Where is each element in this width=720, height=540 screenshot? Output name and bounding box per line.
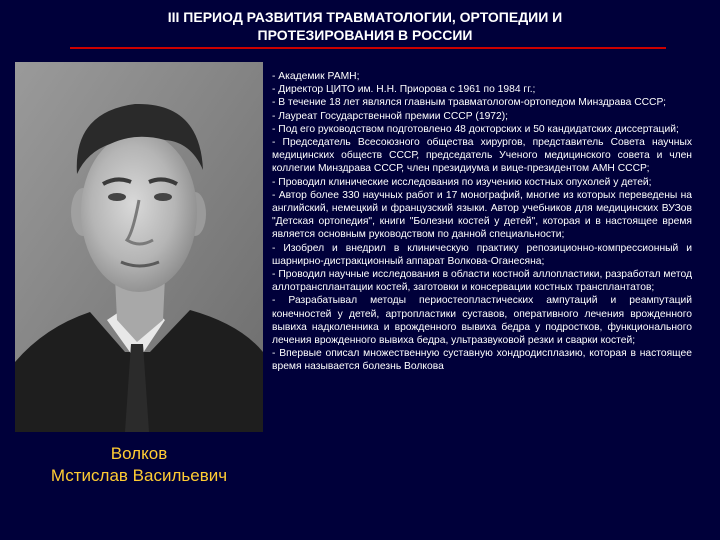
portrait-surname: Волков bbox=[110, 444, 168, 463]
slide-title bbox=[60, 8, 670, 44]
portrait-full-name: Мстислав Васильевич bbox=[50, 466, 228, 485]
bio-item: - Директор ЦИТО им. Н.Н. Приорова с 1961 по 1984 гг.; bbox=[272, 84, 536, 96]
bio-item: - Лауреат Государственной премии СССР (1972); bbox=[272, 110, 509, 122]
slide-title-line-1: III ПЕРИОД РАЗВИТИЯ ТРАВМАТОЛОГИИ, ОРТОПЕДИИ И bbox=[167, 9, 563, 25]
bio-item: - Изобрел и внедрил в клиническую практику репозиционно-компрессионный и шарнирно-дистракционный аппарат Волкова-Оганесяна; bbox=[272, 242, 692, 267]
bio-item: - Впервые описал множественную суставную хондродисплазию, которая в настоящее время называется болезнь Волкова bbox=[272, 348, 692, 373]
bio-item: - Автор более 330 научных работ и 17 монографий, многие из которых переведены на английский, немецкий и французский языки. Автор учебников для медицинских ВУЗов "Детская ортопедия", книги "Болезни костей у детей", которая и в настоящее время является основным руководством по данной специальности; bbox=[272, 189, 692, 241]
bio-item: - Председатель Всесоюзного общества хирургов, представитель Совета научных медицинских обществ СССР, председатель Ученого медицинского совета и член коллегии Минздрава СССР, член президиума и вице-президентом АМН СССР; bbox=[272, 137, 692, 175]
portrait-photo bbox=[15, 62, 263, 432]
bio-item: - В течение 18 лет являлся главным травматологом-ортопедом Минздрава СССР; bbox=[272, 97, 667, 109]
bio-item: - Проводил клинические исследования по изучению костных опухолей у детей; bbox=[272, 176, 652, 188]
portrait-illustration bbox=[15, 62, 263, 432]
bio-list bbox=[272, 70, 692, 374]
title-divider bbox=[70, 47, 666, 49]
bio-item: - Разрабатывал методы периостеопластических ампутаций и реампутаций конечностей у детей, артропластики суставов, оперативного лечения врожденного вывиха надколенника и врожденного вывиха бедра у подростков, функционального лечения врожденного вывиха бедра, ультразвуковой резки и сварки костей; bbox=[272, 295, 692, 347]
bio-item: - Проводил научные исследования в области костной аллопластики, разработал метод аллотрансплантации костей, заготовки и консервации костных трансплантатов; bbox=[272, 269, 692, 294]
portrait-caption bbox=[15, 443, 263, 487]
slide-title-line-2: ПРОТЕЗИРОВАНИЯ В РОССИИ bbox=[257, 27, 473, 43]
bio-item: - Академик РАМН; bbox=[272, 71, 360, 82]
bio-item: - Под его руководством подготовлено 48 докторских и 50 кандидатских диссертаций; bbox=[272, 123, 679, 135]
